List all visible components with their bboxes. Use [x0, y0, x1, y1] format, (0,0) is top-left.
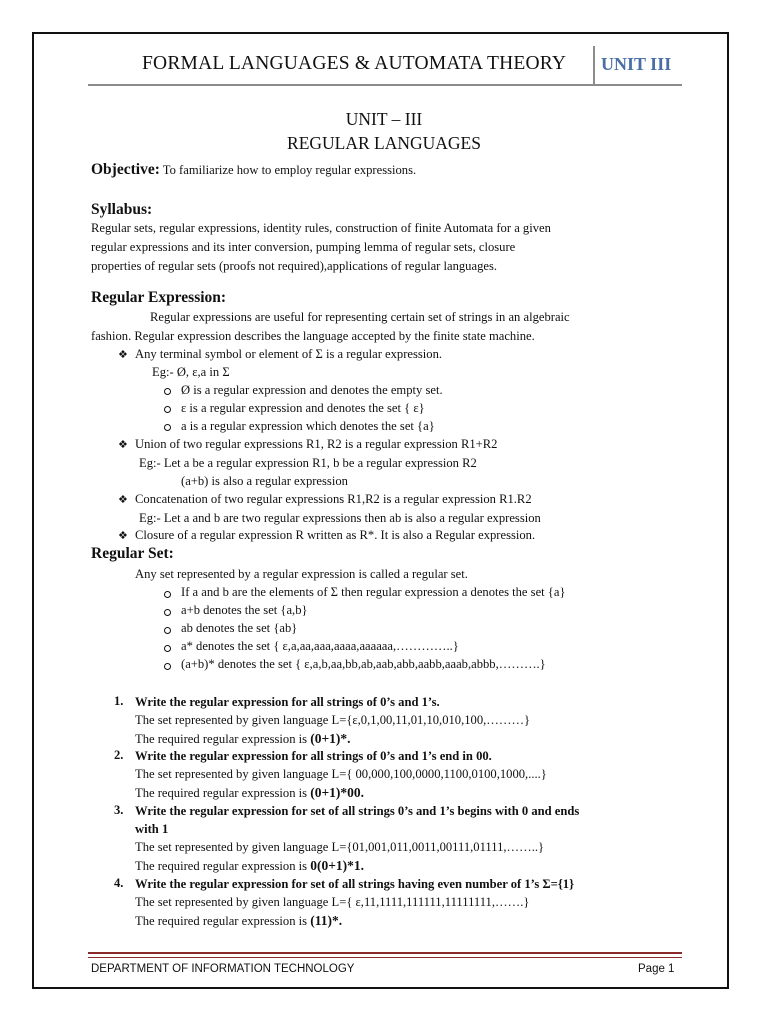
question-number: 4.	[114, 876, 124, 890]
question-set: The set represented by given language L={ 00,000,100,0000,1100,0100,1000,....}	[135, 767, 547, 781]
bullet-icon: ❖	[118, 493, 128, 506]
header-unit: UNIT III	[601, 54, 672, 74]
regex-sub-item: ε is a regular expression and denotes the set { ε}	[181, 401, 425, 415]
regex-bullet: Concatenation of two regular expressions R1,R2 is a regular expression R1.R2	[135, 492, 532, 506]
syllabus-line: regular expressions and its inter conversion, pumping lemma of regular sets, closure	[91, 240, 516, 254]
unit-title: UNIT – III	[345, 109, 423, 129]
bullet-icon: ❖	[118, 529, 128, 542]
regset-item: a* denotes the set { ε,a,aa,aaa,aaaa,aaaaaa,…………..}	[181, 639, 459, 653]
circle-bullet-icon	[164, 627, 171, 634]
regex-heading: Regular Expression:	[91, 289, 227, 306]
regset-item: (a+b)* denotes the set { ε,a,b,aa,bb,ab,aab,abb,aabb,aaab,abbb,……….}	[181, 657, 546, 671]
question-answer-line	[135, 730, 351, 748]
question-set: The set represented by given language L={ε,0,1,00,11,01,10,010,100,………}	[135, 713, 531, 727]
regex-intro: fashion. Regular expression describes the language accepted by the finite state machine.	[91, 329, 535, 343]
regset-intro: Any set represented by a regular expression is called a regular set.	[135, 567, 468, 581]
circle-bullet-icon	[164, 609, 171, 616]
objective-label: Objective:	[91, 161, 160, 178]
regex-bullet: Union of two regular expressions R1, R2 is a regular expression R1+R2	[135, 437, 498, 451]
regex-example: Eg:- Ø, ε,a in Σ	[152, 365, 230, 379]
circle-bullet-icon	[164, 591, 171, 598]
syllabus-line: Regular sets, regular expressions, identity rules, construction of finite Automata for a given	[91, 221, 551, 235]
regset-heading: Regular Set:	[91, 545, 174, 562]
question-answer-line	[135, 912, 342, 930]
question-answer-line	[135, 784, 364, 802]
header-divider	[593, 46, 595, 86]
header-title: FORMAL LANGUAGES & AUTOMATA THEORY	[142, 53, 567, 74]
question-number: 1.	[114, 694, 124, 708]
answer-label: The required regular expression is	[135, 732, 308, 746]
question-text: Write the regular expression for all strings of 0’s and 1’s.	[135, 695, 440, 709]
circle-bullet-icon	[164, 388, 171, 395]
question-set: The set represented by given language L={ ε,11,1111,111111,11111111,…….}	[135, 895, 530, 909]
bullet-icon: ❖	[118, 438, 128, 451]
circle-bullet-icon	[164, 645, 171, 652]
regset-item: If a and b are the elements of Σ then regular expression a denotes the set {a}	[181, 585, 566, 599]
question-text: with 1	[135, 822, 169, 836]
question-answer-line	[135, 857, 364, 875]
regex-sub-item: Ø is a regular expression and denotes the empty set.	[181, 383, 443, 397]
regex-example: Eg:- Let a be a regular expression R1, b be a regular expression R2	[139, 456, 477, 470]
footer-page-number: Page 1	[638, 963, 675, 975]
regex-example: Eg:- Let a and b are two regular expressions then ab is also a regular expression	[139, 511, 541, 525]
footer-rule	[88, 957, 682, 958]
answer-label: The required regular expression is	[135, 859, 308, 873]
syllabus-line: properties of regular sets (proofs not required),applications of regular languages.	[91, 259, 498, 273]
question-number: 2.	[114, 748, 124, 762]
chapter-title: REGULAR LANGUAGES	[287, 133, 481, 153]
answer-expression: 0(0+1)*1.	[310, 858, 365, 873]
answer-expression: (0+1)*00.	[310, 785, 365, 800]
bullet-icon: ❖	[118, 348, 128, 361]
question-number: 3.	[114, 803, 124, 817]
regex-bullet: Closure of a regular expression R written as R*. It is also a Regular expression.	[135, 528, 536, 542]
question-text: Write the regular expression for set of all strings 0’s and 1’s begins with 0 and ends	[135, 804, 580, 818]
syllabus-heading: Syllabus:	[91, 201, 153, 218]
circle-bullet-icon	[164, 424, 171, 431]
regex-example: (a+b) is also a regular expression	[181, 474, 348, 488]
answer-expression: (11)*.	[310, 913, 343, 928]
footer-rule	[88, 952, 682, 954]
circle-bullet-icon	[164, 406, 171, 413]
regex-sub-item: a is a regular expression which denotes the set {a}	[181, 419, 435, 433]
footer-department: DEPARTMENT OF INFORMATION TECHNOLOGY	[91, 963, 355, 975]
regset-item: ab denotes the set {ab}	[181, 621, 298, 635]
objective-text: To familiarize how to employ regular expressions.	[162, 163, 417, 177]
answer-label: The required regular expression is	[135, 914, 308, 928]
question-set: The set represented by given language L={01,001,011,0011,00111,01111,……..}	[135, 840, 545, 854]
regset-item: a+b denotes the set {a,b}	[181, 603, 308, 617]
answer-expression: (0+1)*.	[310, 731, 351, 746]
question-text: Write the regular expression for all strings of 0’s and 1’s end in 00.	[135, 749, 492, 763]
circle-bullet-icon	[164, 663, 171, 670]
question-text: Write the regular expression for set of all strings having even number of 1’s Σ={1}	[135, 877, 575, 891]
regex-intro: Regular expressions are useful for representing certain set of strings in an algebraic	[150, 310, 570, 324]
header-rule	[88, 84, 682, 86]
answer-label: The required regular expression is	[135, 786, 308, 800]
objective-line	[91, 161, 416, 179]
regex-bullet: Any terminal symbol or element of Σ is a regular expression.	[135, 347, 443, 361]
